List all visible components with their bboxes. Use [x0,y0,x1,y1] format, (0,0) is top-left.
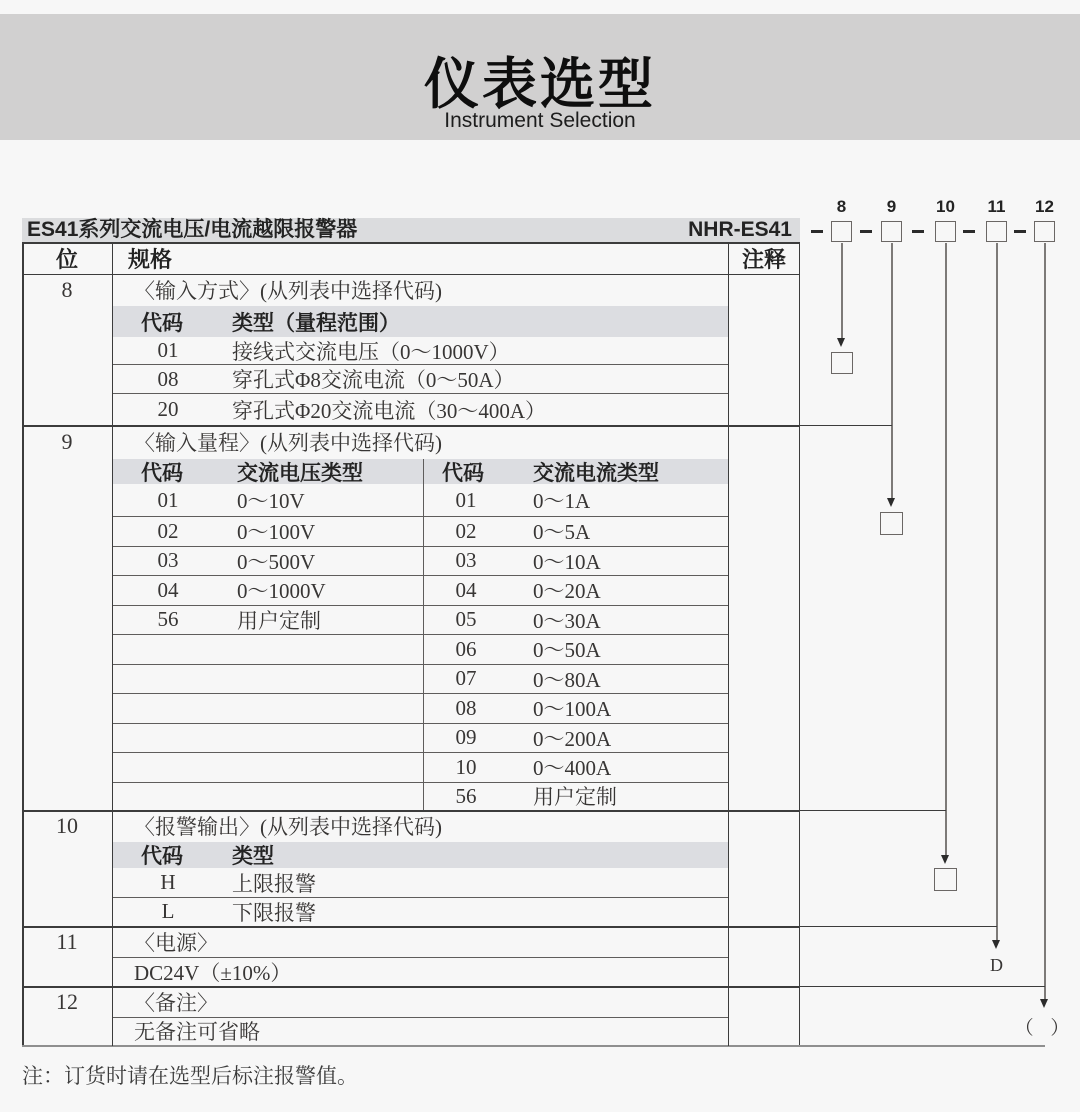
leader-line-12 [1044,243,1046,999]
sec11-value: DC24V（±10%） [134,960,292,985]
page-title: 仪表选型 [423,53,656,115]
digit-box-10 [935,221,956,242]
sec10-row-type: 上限报警 [232,871,316,896]
arrow-12-icon [1040,999,1048,1008]
footnote: 注：订货时请在选型后标注报警值。 [22,1064,358,1088]
arrow-9-icon [887,498,895,507]
sec9-curr-code: 05 [455,607,477,631]
remark-blank-label: （ ） [1014,1017,1076,1039]
sec8-col-code: 代码 [141,311,183,335]
sec10-col-type: 类型 [232,845,274,868]
sec9-curr-type: 0～5A [533,520,591,544]
digit-box-8 [831,221,852,242]
leader-line-8 [841,243,843,338]
sec9-curr-type: 0～200A [533,726,612,751]
sec9-volt-col-code: 代码 [141,461,183,485]
target-box-8 [831,352,853,374]
product-name: ES41系列交流电压/电流越限报警器 [27,218,358,241]
sec10-pos: 10 [56,813,78,838]
sec9-curr-type: 0～1A [533,489,591,513]
digit-label-12: 12 [1035,197,1054,216]
sec8-row-type: 穿孔式Φ8交流电流（0～50A） [232,368,515,392]
sec8-row-code: 08 [157,366,179,391]
sec8-row-type: 穿孔式Φ20交流电流（30～400A） [232,398,547,423]
connector-11 [799,926,997,927]
col-header-note: 注释 [741,246,786,272]
sec9-title: 〈输入量程〉(从列表中选择代码) [134,430,442,455]
sec9-volt-type: 用户定制 [237,608,321,633]
digit-label-9: 9 [886,197,897,216]
leader-line-11 [996,243,998,940]
digit-label-8: 8 [836,197,847,216]
sec12-pos: 12 [56,988,78,1014]
code-dash [1014,230,1026,233]
digit-label-10: 10 [936,197,955,216]
sec9-volt-type: 0～100V [237,520,316,544]
code-dash [811,230,823,233]
sec10-col-code: 代码 [141,845,183,868]
connector-10 [799,810,946,811]
sec10-row-type: 下限报警 [232,900,316,925]
sec10-title: 〈报警输出〉(从列表中选择代码) [134,815,442,839]
sec9-volt-type: 0～500V [237,549,316,574]
code-dash [912,230,924,233]
sec9-volt-code: 04 [157,577,179,602]
arrow-8-icon [837,338,845,347]
sec9-col-curr: 交流电流类型 [533,461,659,485]
sec9-curr-code: 03 [455,548,477,572]
sec9-volt-type: 0～10V [237,489,305,513]
sec9-curr-type: 用户定制 [533,785,617,809]
digit-box-12 [1034,221,1055,242]
page-banner [0,14,1080,140]
sec9-col-volt: 交流电压类型 [237,461,363,485]
sec9-curr-code: 04 [455,577,477,602]
sec9-volt-type: 0～1000V [237,579,326,603]
sec8-col-type: 类型（量程范围） [232,311,400,335]
sec9-curr-code: 06 [455,636,477,661]
sec9-curr-code: 10 [455,754,477,779]
sec9-curr-type: 0～80A [533,667,601,692]
sec8-row-type: 接线式交流电压（0～1000V） [232,339,510,364]
digit-box-11 [986,221,1007,242]
sec9-curr-code: 02 [455,518,477,543]
col-header-spec: 规格 [128,246,173,272]
sec9-volt-code: 01 [157,487,179,512]
sec9-curr-type: 0～30A [533,608,601,633]
sec9-curr-code: 56 [455,783,477,808]
power-code-label: D [990,954,1003,975]
digit-label-11: 11 [987,197,1006,216]
sec8-title: 〈输入方式〉(从列表中选择代码) [134,279,442,303]
connector-9 [799,425,892,426]
sec9-curr-code: 09 [455,725,477,749]
sec9-curr-type: 0～10A [533,549,601,574]
sec9-volt-code: 02 [157,518,179,543]
sec9-curr-type: 0～100A [533,697,612,721]
sec8-pos: 8 [61,277,73,302]
code-dash [963,230,975,233]
sec9-curr-code: 01 [455,487,477,512]
arrow-10-icon [941,855,949,864]
sec9-curr-code: 08 [455,695,477,720]
sec9-volt-code: 03 [157,548,179,572]
connector-12 [799,986,1045,987]
sec9-volt-code: 56 [157,607,179,631]
target-box-10 [934,868,957,891]
digit-box-9 [881,221,902,242]
sec11-pos: 11 [56,928,78,954]
leader-line-10 [945,243,947,855]
sec9-curr-type: 0～400A [533,756,612,780]
code-dash [860,230,872,233]
sec11-title: 〈电源〉 [134,930,218,955]
arrow-11-icon [992,940,1000,949]
sec8-row-code: 20 [157,397,179,421]
sec9-pos: 9 [61,428,73,454]
sec9-curr-col-code: 代码 [442,461,484,485]
sec12-title: 〈备注〉 [134,990,218,1015]
sec9-curr-type: 0～20A [533,579,601,603]
leader-line-9 [891,243,893,498]
sec12-value: 无备注可省略 [134,1020,260,1044]
sec9-curr-code: 07 [455,666,477,690]
page-subtitle: Instrument Selection [444,109,636,132]
product-header-bar [22,218,800,242]
sec10-row-code: H [160,870,176,894]
target-box-9 [880,512,903,535]
sec8-row-code: 01 [157,338,179,362]
sec10-row-code: L [161,899,175,923]
sec9-curr-type: 0～50A [533,638,601,662]
product-model: NHR-ES41 [688,218,792,241]
col-header-pos: 位 [55,246,78,272]
